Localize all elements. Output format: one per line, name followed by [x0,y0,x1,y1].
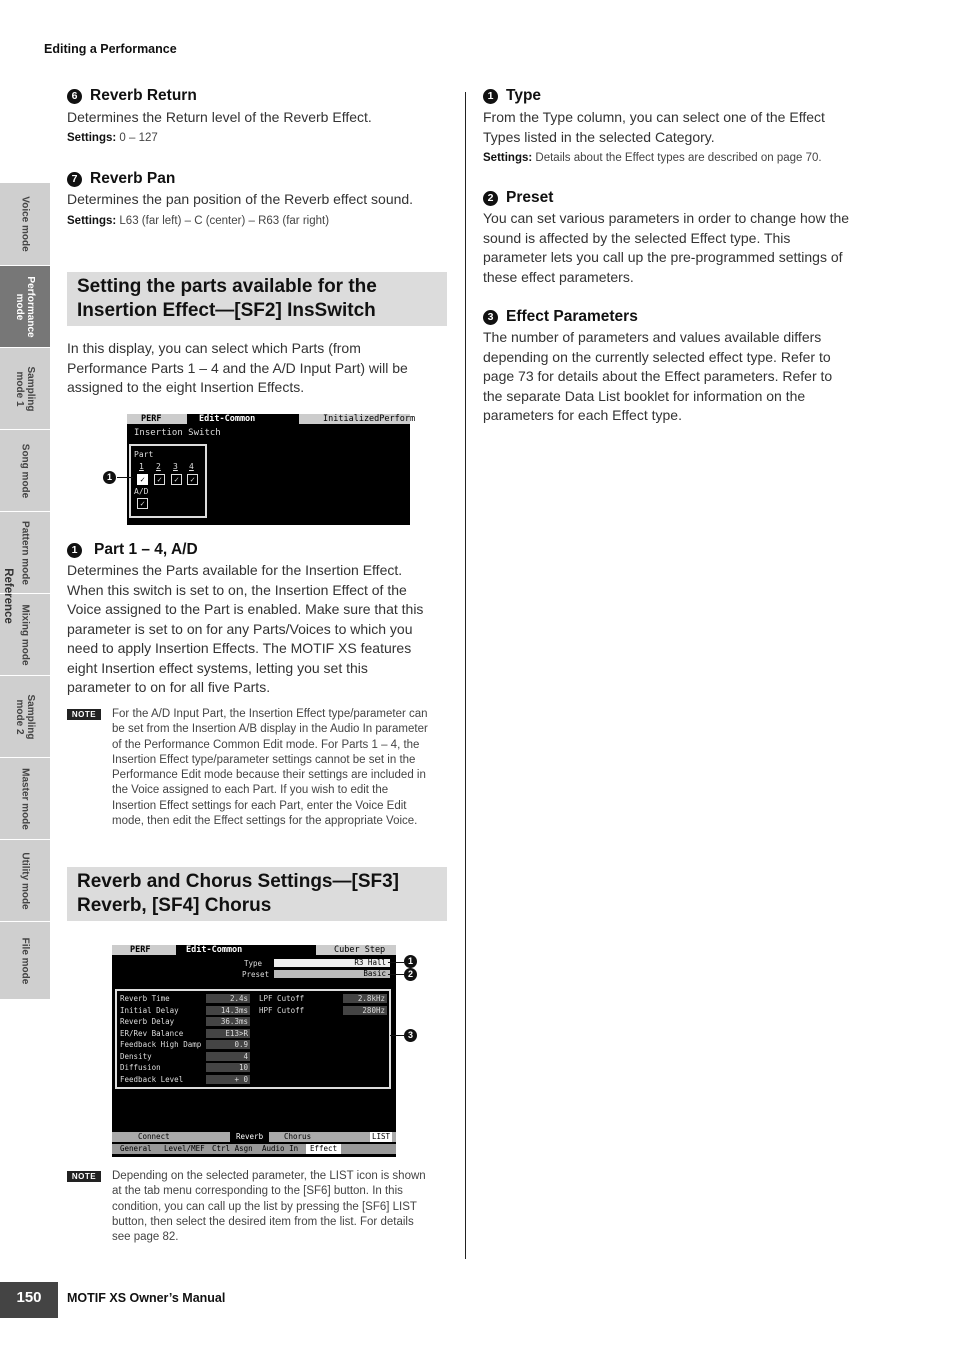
reverb-return-heading: 6 Reverb Return [67,87,197,105]
footer-title: MOTIF XS Owner’s Manual [67,1291,226,1305]
lcd-param-row[interactable] [120,1006,250,1016]
number-badge: 1 [67,543,82,558]
callout-badge: 2 [404,968,417,981]
type-settings: Settings: Details about the Effect types are described on page 70. [483,152,822,164]
side-tab-utility-mode[interactable] [0,840,50,922]
side-tab-label: Pattern mode [19,520,31,585]
column-divider [465,92,466,1259]
insswitch-intro: In this display, you can select which Parts (from Performance Parts 1 – 4 and the A/D Input Part) will be assigned to the eight Insertion Effects. [67,340,408,395]
preset-heading: 2 Preset [483,189,553,207]
side-tab-label: Mixing mode [19,603,31,666]
section-heading-reverb-chorus: Reverb and Chorus Settings—[SF3] Reverb, [SF4] Chorus [67,867,447,921]
lcd-param-name: Density [120,1051,152,1061]
lcd-param-value: 2.8kHz [343,994,387,1003]
part-desc: Determines the Parts available for the Insertion Effect. When this switch is set to on, the Insertion Effect of the Voice assigned to the Part is enabled. Make sure that this parameter is set to on for any Parts/Voices to which you need to apply Insertion Effects. The MOTIF XS features eight Insertion effect systems, letting you set this parameter to on for all five Parts. [67,562,424,695]
lcd-title-bar: PERF Edit-Common InitializedPerform [127,414,410,424]
tab-chorus[interactable]: Chorus [284,1132,312,1141]
number-badge: 6 [67,89,82,104]
lcd-param-row[interactable] [120,1075,250,1085]
checkbox-part-3[interactable]: ✓ [171,474,182,485]
lcd-param-name: Diffusion [120,1063,161,1072]
preset-select[interactable]: Basic [274,970,390,978]
lcd-param-name: LPF Cutoff [259,994,305,1003]
lcd-param-box [115,989,391,1089]
lcd-tabs-bottom [112,1144,396,1154]
lcd-param-row[interactable] [120,1052,250,1062]
lcd-param-name: Reverb Delay [120,1017,175,1026]
tab-ctrl-asgn[interactable]: Ctrl Asgn [212,1144,253,1153]
lcd-param-row[interactable] [120,994,250,1004]
callout-badge: 1 [404,955,417,968]
side-tab-performance-mode[interactable] [0,266,50,348]
number-badge: 1 [483,89,498,104]
lcd-param-name: Feedback Level [120,1074,184,1084]
side-tab-label: Voice mode [19,196,31,252]
lcd-param-value: 14.3ms [206,1006,250,1015]
tab-connect[interactable]: Connect [138,1132,170,1141]
part-heading: 1 Part 1 – 4, A/D [67,541,198,559]
reverb-pan-settings: Settings: L63 (far left) – C (center) – R63 (far right) [67,215,330,227]
side-reference-label: Reference [2,568,14,624]
side-tab-label: File mode [19,937,31,984]
lcd-param-value: 0.9 [206,1040,250,1049]
lcd-reverb: PERF Edit-Common Cuber Step Type R3 Hall Preset Basic Reverb Time 2.4s Initial Delay 14.3ms Reverb Delay 36.3ms ER/Rev Balance E13>R Feedback High Damp 0.9 Density 4 Diffusion 10 Feedback Level + 0 LPF Cutoff 2.8kHz HPF Cutoff 280Hz Connect Reverb Chorus LIST General Level/MEF Ctrl Asgn Audio In Effect [112,945,396,1157]
side-tab-label: Utility mode [19,851,31,910]
effect-params-desc: The number of parameters and values available differs depending on the currently selected effect type. Refer to page 73 for details about the Effect parameters. Refer to the separate Data List booklet for information on the parameters for each Effect type. [483,329,833,423]
lcd-param-name: Feedback High Damp [120,1040,202,1049]
note-insertion: For the A/D Input Part, the Insertion Effect type/parameter can be set from the Insertion A/B display in the Audio In parameter of the Performance Common Edit mode. For Parts 1 – 4, the Insertion Effect type/parameter settings cannot be set in the Performance Edit mode because their settings are included in the Voice assigned to each Part. If you wish to edit the Insertion Effect settings for each Part, enter the Voice Edit mode, then edit the Effect settings for the appropriate Voice. [112,708,428,828]
reverb-return-settings: Settings: 0 – 127 [67,132,158,144]
running-head: Editing a Performance [44,42,177,56]
lcd-param-row[interactable] [120,1063,250,1073]
checkbox-part-4[interactable]: ✓ [187,474,198,485]
callout-badge: 1 [103,471,116,484]
note-icon: NOTE [67,1171,101,1182]
lcd-param-name: ER/Rev Balance [120,1028,184,1038]
note-list-icon: Depending on the selected parameter, the LIST icon is shown at the tab menu corresponding to the [SF6] button. In this condition, you can call up the list by pressing the [SF6] LIST button, then select the desired item from the list. For details see page 82. [112,1170,426,1244]
lcd-part-box: Part 1 2 3 4 ✓ ✓ ✓ ✓ A/D ✓ [129,444,207,518]
side-tab-label: Master mode [19,767,31,830]
lcd-param-name: Reverb Time [120,994,170,1003]
lcd-param-value: 10 [206,1063,250,1072]
tab-list[interactable]: LIST [372,1132,391,1141]
type-desc: From the Type column, you can select one of the Effect Types listed in the selected Category. [483,109,825,145]
side-tab-voice-mode[interactable] [0,183,50,266]
number-badge: 2 [483,191,498,206]
lcd-param-row[interactable] [120,1029,250,1039]
number-badge: 3 [483,310,498,325]
preset-desc: You can set various parameters in order to change how the sound is affected by the selected Effect type. This parameter lets you call up the pre-programmed settings of these effect parameters. [483,210,850,285]
side-tab-song-mode[interactable] [0,430,50,512]
type-select[interactable]: R3 Hall [274,959,390,967]
number-badge: 7 [67,172,82,187]
side-tab-master-mode[interactable] [0,758,50,840]
effect-params-heading: 3 Effect Parameters [483,308,638,326]
lcd-title-bar: PERF Edit-Common Cuber Step [112,945,396,955]
side-tab-label: Sampling mode 2 [14,693,36,740]
lcd-param-row[interactable] [120,1017,250,1027]
lcd-param-value: 2.4s [206,994,250,1003]
side-tab-sampling-mode-2[interactable] [0,676,50,758]
lcd-param-value: 4 [206,1052,250,1061]
reverb-pan-heading: 7 Reverb Pan [67,170,175,188]
lcd-param-value: 36.3ms [206,1017,250,1026]
lcd-param-name: Initial Delay [120,1005,179,1015]
tab-reverb[interactable]: Reverb [230,1132,269,1142]
lcd-param-row[interactable] [120,1040,250,1050]
lcd-tabs-top [112,1132,396,1142]
checkbox-part-1[interactable]: ✓ [137,474,148,485]
reverb-return-desc: Determines the Return level of the Reverb Effect. [67,109,372,125]
tab-general[interactable]: General [120,1144,152,1153]
tab-level-mef[interactable]: Level/MEF [164,1144,205,1153]
reverb-pan-desc: Determines the pan position of the Reverb effect sound. [67,191,414,207]
callout-line [390,1035,404,1036]
page-number: 150 [0,1282,58,1318]
tab-audio-in[interactable]: Audio In [262,1144,299,1153]
side-tab-label: Sampling mode 1 [14,365,36,412]
lcd-param-value: + 0 [206,1075,250,1084]
side-tab-sampling-mode-1[interactable] [0,348,50,430]
checkbox-ad[interactable]: ✓ [137,498,148,509]
section-heading-insswitch: Setting the parts available for the Insertion Effect—[SF2] InsSwitch [67,272,447,326]
callout-badge: 3 [404,1029,417,1042]
callout-line [388,962,404,963]
tab-effect[interactable]: Effect [306,1144,341,1154]
side-tab-label: Performance mode [14,275,36,338]
lcd-param-row[interactable] [259,994,389,1004]
lcd-param-value: 280Hz [343,1006,387,1015]
lcd-param-name: HPF Cutoff [259,1005,305,1015]
lcd-param-value: E13>R [206,1029,250,1038]
lcd-insertion-switch: PERF Edit-Common InitializedPerform Insertion Switch Part 1 2 3 4 ✓ ✓ ✓ ✓ A/D ✓ [127,414,410,525]
checkbox-part-2[interactable]: ✓ [154,474,165,485]
side-tab-file-mode[interactable] [0,922,50,1000]
callout-line [388,974,404,975]
type-heading: 1 Type [483,87,541,105]
callout-line [117,477,133,478]
lcd-param-row[interactable] [259,1006,389,1016]
side-tab-label: Song mode [19,443,31,498]
note-icon: NOTE [67,709,101,720]
